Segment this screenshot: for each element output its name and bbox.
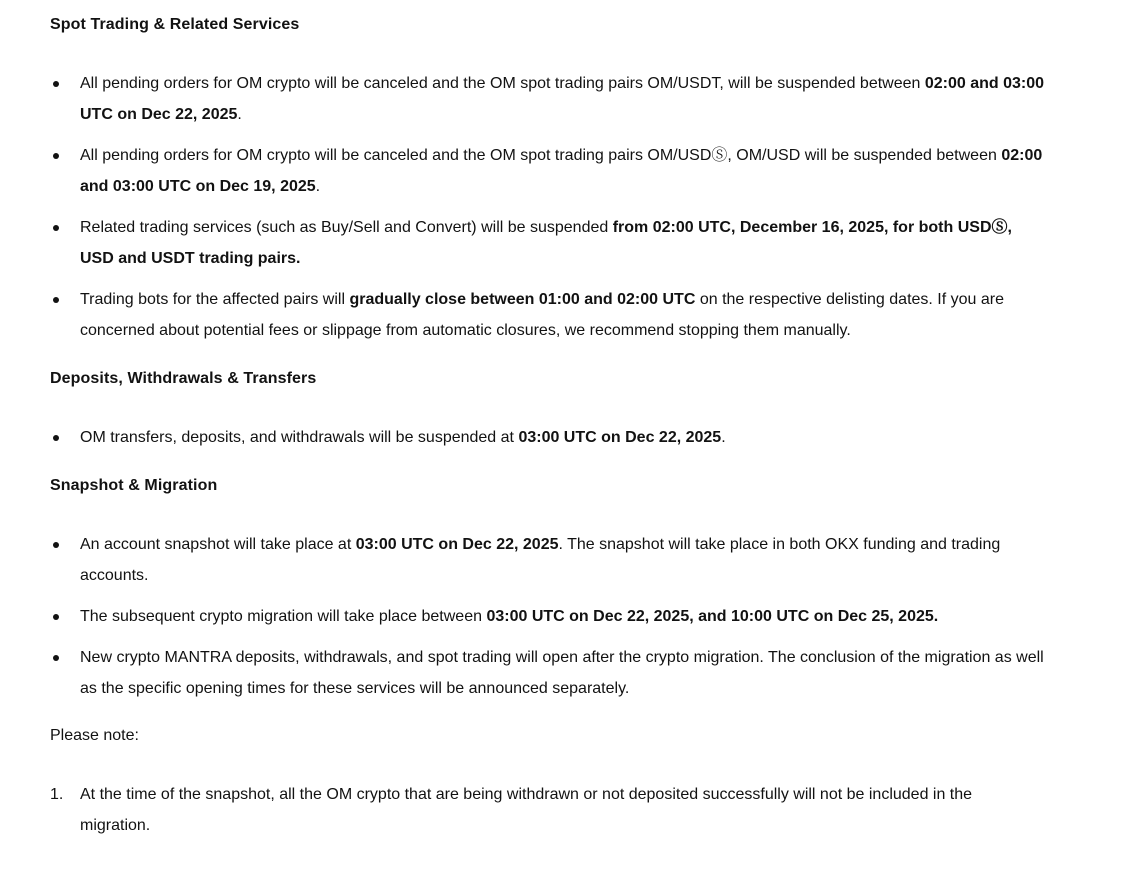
text-run: All pending orders for OM crypto will be canceled and the OM spot trading pairs OM/USDT, will be suspended between — [80, 75, 925, 92]
bold-text-run: 03:00 UTC on Dec 22, 2025, and 10:00 UTC on Dec 25, 2025. — [486, 608, 939, 625]
bold-text-run: 03:00 UTC on Dec 22, 2025 — [355, 536, 559, 553]
text-run: on the respective delisting dates. If you are concerned about potential fees or slippage from automatic closures, we recommend stopping them manually. — [80, 291, 1004, 339]
bullet-item — [50, 140, 1046, 202]
bullet-item — [50, 68, 1046, 130]
spot-trading-bullet-list — [50, 68, 1046, 346]
text-run: At the time of the snapshot, all the OM crypto that are being withdrawn or not deposited successfully will not be included in the migration. — [80, 786, 973, 834]
bold-text-run: from 02:00 UTC, December 16, 2025, for both USDⓈ, USD and USDT trading pairs. — [80, 219, 1012, 267]
bold-text-run: gradually close between 01:00 and 02:00 UTC — [349, 291, 696, 308]
text-run: OM transfers, deposits, and withdrawals will be suspended at — [80, 429, 519, 446]
bullet-item — [50, 601, 1046, 632]
text-run: . — [721, 429, 726, 446]
bullet-item — [50, 642, 1046, 704]
text-run: . — [315, 178, 321, 195]
please-note-label: Please note: — [50, 727, 139, 744]
section-heading-spot-trading: Spot Trading & Related Services — [50, 16, 300, 33]
bullet-item — [50, 212, 1046, 274]
section-heading-deposits-withdrawals: Deposits, Withdrawals & Transfers — [50, 370, 317, 387]
text-run: Trading bots for the affected pairs will — [80, 291, 350, 308]
bold-text-run: 03:00 UTC on Dec 22, 2025 — [518, 429, 722, 446]
section-heading-snapshot-migration: Snapshot & Migration — [50, 477, 218, 494]
text-run: New crypto MANTRA deposits, withdrawals, and spot trading will open after the crypto migration. The conclusion of the migration as well as the specific opening times for these services will be announced separately. — [80, 649, 1044, 697]
text-run: . — [237, 106, 242, 123]
bullet-item — [50, 422, 1046, 453]
bold-text-run: 02:00 and 03:00 UTC on Dec 22, 2025 — [80, 75, 1045, 123]
bullet-item — [50, 529, 1046, 591]
text-run: . The snapshot will take place in both OKX funding and trading accounts. — [80, 536, 1001, 584]
text-run: Related trading services (such as Buy/Sell and Convert) will be suspended — [80, 219, 613, 236]
deposits-bullet-list — [50, 422, 1046, 453]
text-run: An account snapshot will take place at — [80, 536, 356, 553]
text-run: The subsequent crypto migration will take place between — [80, 608, 487, 625]
bullet-item — [50, 284, 1046, 346]
snapshot-bullet-list — [50, 529, 1046, 704]
note-item — [50, 779, 1046, 841]
text-run: All pending orders for OM crypto will be canceled and the OM spot trading pairs OM/USDⓈ, OM/USD will be suspended between — [80, 147, 1002, 164]
bold-text-run: 02:00 and 03:00 UTC on Dec 19, 2025 — [80, 147, 1043, 195]
notes-numbered-list — [50, 779, 1046, 841]
